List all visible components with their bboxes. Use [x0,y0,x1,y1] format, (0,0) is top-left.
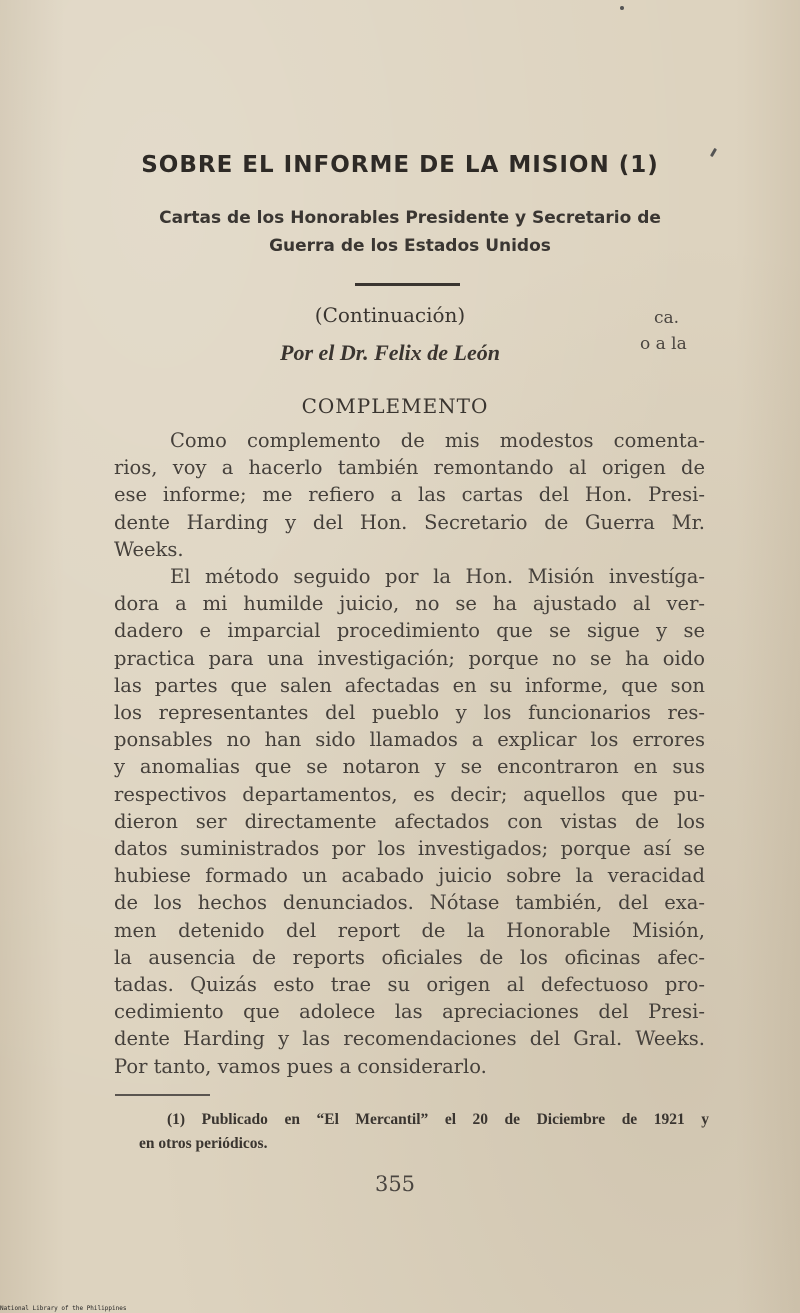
body-line: tadas. Quizás esto trae su origen al defectuoso pro- [114,973,705,997]
subtitle-line: Cartas de los Honorables Presidente y Secretario de [159,208,661,228]
body-line: dente Harding y del Hon. Secretario de Guerra Mr. [114,510,705,534]
subtitle [105,204,715,260]
body-line: y anomalias que se notaron y se encontraron en sus [114,755,705,779]
continuation-label: (Continuación) [314,303,466,327]
page-number: 355 [374,1172,416,1196]
body-line: Por tanto, vamos pues a considerarlo. [114,1054,487,1078]
body-line: cedimiento que adolece las apreciaciones del Presi- [114,1000,705,1024]
body-line: dadero e imparcial procedimiento que se sigue y se [114,619,705,643]
library-credit: National Library of the Philippines [0,1305,127,1312]
page-title: SOBRE EL INFORME DE LA MISION (1) [141,152,659,178]
body-line: ese informe; me refiero a las cartas del Hon. Presi- [114,483,705,507]
body-line: Weeks. [114,537,184,561]
body-line: hubiese formado un acabado juicio sobre la veracidad [114,864,705,888]
body-line: ponsables no han sido llamados a explicar los errores [114,728,705,752]
body-line: dente Harding y las recomendaciones del Gral. Weeks. [114,1027,705,1051]
ink-speck [620,6,624,10]
footnote [139,1108,709,1156]
body-text [114,427,705,1080]
margin-annotation-line: o a la [640,334,687,354]
footnote-line: (1) Publicado en “El Mercantil” el 20 de Diciembre de 1921 y [167,1111,709,1128]
body-line: la ausencia de reports oficiales de los oficinas afec- [114,945,705,969]
subtitle-line: Guerra de los Estados Unidos [269,236,551,256]
margin-annotation-line: ca. [654,308,680,328]
author-byline: Por el Dr. Felix de León [280,340,500,365]
body-line: respectivos departamentos, es decir; aquellos que pu- [114,782,705,806]
body-line: practica para una investigación; porque no se ha oido [114,646,705,670]
body-line: Como complemento de mis modestos comenta- [170,429,705,452]
footnote-divider [115,1094,210,1096]
body-line: de los hechos denunciados. Nótase también, del exa- [114,891,705,915]
body-line: datos suministrados por los investigados; porque así se [114,837,705,861]
title-divider [355,283,460,286]
body-line: El método seguido por la Hon. Misión investíga- [170,565,705,589]
body-line: los representantes del pueblo y los funcionarios res- [114,701,705,725]
body-line: las partes que salen afectadas en su informe, que son [114,673,705,697]
body-line: dieron ser directamente afectados con vistas de los [114,809,705,833]
margin-annotation [640,305,720,357]
body-line: men detenido del report de la Honorable Misión, [114,918,705,942]
body-line: dora a mi humilde juicio, no se ha ajustado al ver- [114,592,705,616]
footnote-line: en otros periódicos. [139,1135,268,1152]
section-heading: COMPLEMENTO [301,394,489,418]
body-line: rios, voy a hacerlo también remontando al origen de [114,456,705,480]
